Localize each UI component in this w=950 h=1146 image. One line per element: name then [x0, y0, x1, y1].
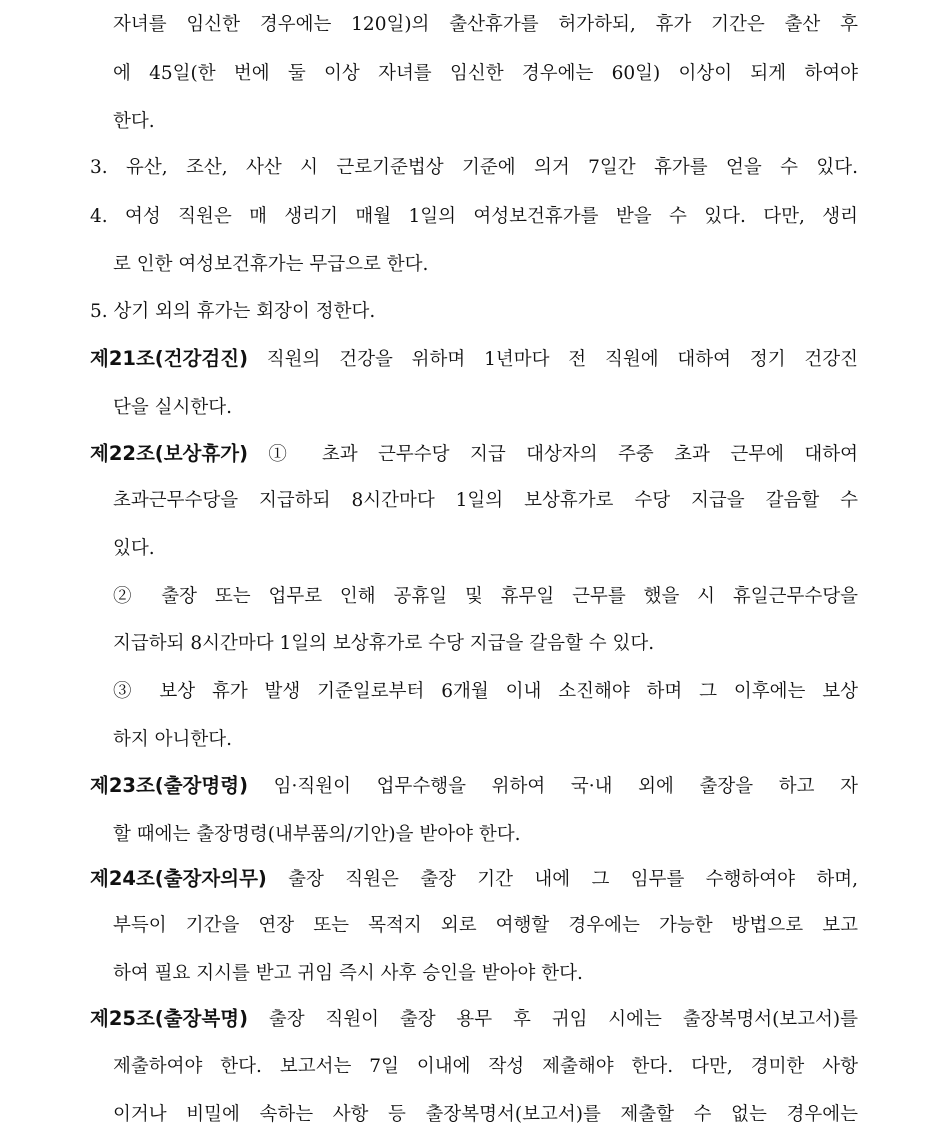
art22-para-2-line-1: ② 출장 또는 업무로 인해 공휴일 및 휴무일 근무를 했을 시 휴일근무수당을 — [113, 586, 858, 607]
art21-text-1: 직원의 건강을 위하며 1년마다 전 직원에 대하여 정기 건강진 — [247, 349, 858, 370]
art22-text-1: ① 초과 근무수당 지급 대상자의 주중 초과 근무에 대하여 — [247, 444, 858, 465]
art22-para-3-line-2: 하지 아니한다. — [113, 729, 232, 750]
art25-line-2: 제출하여야 한다. 보고서는 7일 이내에 작성 제출해야 한다. 다만, 경미한 사항 — [113, 1056, 858, 1077]
item-4-line-1: 4. 여성 직원은 매 생리기 매월 1일의 여성보건휴가를 받을 수 있다. 다만, 생리 — [90, 206, 858, 227]
art24-line-3: 하여 필요 지시를 받고 귀임 즉시 사후 승인을 받아야 한다. — [113, 963, 583, 984]
art22-line-3: 있다. — [113, 538, 155, 559]
art24-line-2: 부득이 기간을 연장 또는 목적지 외로 여행할 경우에는 가능한 방법으로 보고 — [113, 915, 858, 936]
art23-line-1 — [90, 773, 858, 800]
art20-cont-line-3: 한다. — [113, 111, 155, 132]
art20-cont-line-1: 자녀를 임신한 경우에는 120일)의 출산휴가를 허가하되, 휴가 기간은 출산 후 — [113, 14, 858, 35]
art20-cont-line-2: 에 45일(한 번에 둘 이상 자녀를 임신한 경우에는 60일) 이상이 되게 하여야 — [113, 63, 858, 84]
item-5: 5. 상기 외의 휴가는 회장이 정한다. — [90, 301, 376, 322]
art25-line-1 — [90, 1006, 858, 1033]
art22-para-3-line-1: ③ 보상 휴가 발생 기준일로부터 6개월 이내 소진해야 하며 그 이후에는 보상 — [113, 681, 858, 702]
art21-line-1 — [90, 346, 858, 373]
art25-heading: 제25조(출장복명) — [90, 1007, 248, 1030]
art23-heading: 제23조(출장명령) — [90, 774, 248, 797]
art22-line-1 — [90, 441, 858, 468]
art23-text-1: 임·직원이 업무수행을 위하여 국·내 외에 출장을 하고 자 — [247, 776, 858, 797]
art22-heading: 제22조(보상휴가) — [90, 442, 248, 465]
art25-line-3: 이거나 비밀에 속하는 사항 등 출장복명서(보고서)를 제출할 수 없는 경우에는 — [113, 1104, 858, 1125]
art25-text-1: 출장 직원이 출장 용무 후 귀임 시에는 출장복명서(보고서)를 — [247, 1009, 858, 1030]
art24-text-1: 출장 직원은 출장 기간 내에 그 임무를 수행하여야 하며, — [266, 869, 858, 890]
art23-line-2: 할 때에는 출장명령(내부품의/기안)을 받아야 한다. — [113, 824, 521, 845]
art22-line-2: 초과근무수당을 지급하되 8시간마다 1일의 보상휴가로 수당 지급을 갈음할 수 — [113, 490, 858, 511]
art22-para-2-line-2: 지급하되 8시간마다 1일의 보상휴가로 수당 지급을 갈음할 수 있다. — [113, 633, 655, 654]
item-4-line-2: 로 인한 여성보건휴가는 무급으로 한다. — [113, 254, 429, 275]
art24-heading: 제24조(출장자의무) — [90, 867, 267, 890]
art24-line-1 — [90, 866, 858, 893]
art21-heading: 제21조(건강검진) — [90, 347, 248, 370]
item-3: 3. 유산, 조산, 사산 시 근로기준법상 기준에 의거 7일간 휴가를 얻을 수 있다. — [90, 157, 858, 178]
art21-line-2: 단을 실시한다. — [113, 397, 232, 418]
